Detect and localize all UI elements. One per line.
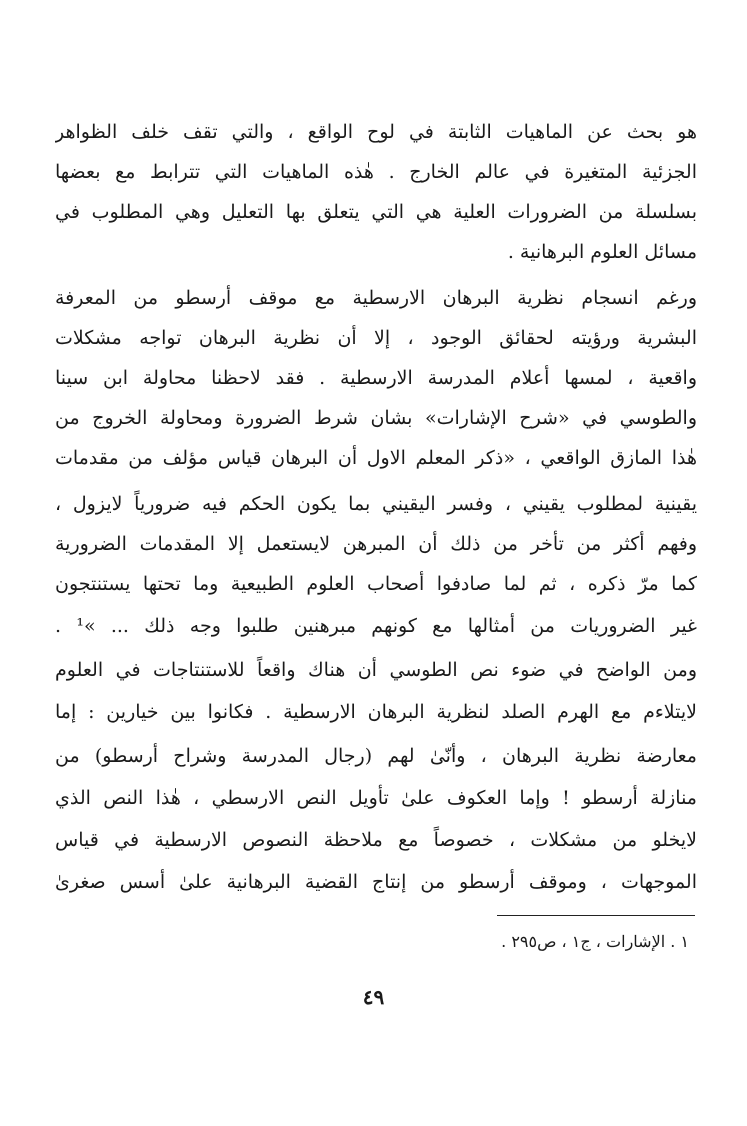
text-line: كما مرّ ذكره ، ثم لما صادفوا أصحاب العلوم الطبيعية وما تحتها يستنتجون bbox=[55, 573, 697, 595]
text-line: ومن الواضح في ضوء نص الطوسي أن هناك واقعاً للاستنتاجات في العلوم bbox=[55, 659, 697, 681]
text-line: ورغم انسجام نظرية البرهان الارسطية مع موقف أرسطو من المعرفة bbox=[55, 287, 697, 309]
text-line: بسلسلة من الضرورات العلية هي التي يتعلق بها التعليل وهي المطلوب في bbox=[55, 201, 697, 223]
text-line: هو بحث عن الماهيات الثابتة في لوح الواقع ، والتي تقف خلف الظواهر bbox=[55, 121, 697, 143]
text-line: وفهم أكثر من تأخر من ذلك أن المبرهن لايستعمل إلا المقدمات الضرورية bbox=[55, 533, 697, 555]
text-line: هٰذا المازق الواقعي ، «ذكر المعلم الاول أن البرهان قياس مؤلف من مقدمات bbox=[55, 447, 697, 469]
footnote-divider bbox=[497, 915, 695, 916]
text-line: معارضة نظرية البرهان ، وأنّىٰ لهم (رجال المدرسة وشراح أرسطو) من bbox=[55, 745, 697, 767]
text-line: واقعية ، لمسها أعلام المدرسة الارسطية . فقد لاحظنا محاولة ابن سينا bbox=[55, 367, 697, 389]
text-line: لايخلو من مشكلات ، خصوصاً مع ملاحظة النصوص الارسطية في قياس bbox=[55, 829, 697, 851]
text-line: الموجهات ، وموقف أرسطو من إنتاج القضية البرهانية علىٰ أسس صغرىٰ bbox=[55, 871, 697, 893]
text-line: البشرية ورؤيته لحقائق الوجود ، إلا أن نظرية البرهان تواجه مشكلات bbox=[55, 327, 697, 349]
footnote: ١ . الإشارات ، ج١ ، ص٢٩٥ . bbox=[501, 932, 689, 951]
text-line: الجزئية المتغيرة في عالم الخارج . هٰذه الماهيات التي تترابط مع بعضها bbox=[55, 161, 697, 183]
text-line: يقينية لمطلوب يقيني ، وفسر اليقيني بما يكون الحكم فيه ضرورياً لايزول ، bbox=[55, 493, 697, 515]
text-line: غير الضروريات من أمثالها مع كونهم مبرهنين طلبوا وجه ذلك ... »¹ . bbox=[55, 615, 697, 637]
page-number: ٤٩ bbox=[362, 985, 385, 1009]
text-line: مسائل العلوم البرهانية . bbox=[507, 241, 697, 263]
text-line: منازلة أرسطو ! وإما العكوف علىٰ تأويل النص الارسطي ، هٰذا النص الذي bbox=[55, 787, 697, 809]
text-line: والطوسي في «شرح الإشارات» بشان شرط الضرورة ومحاولة الخروج من bbox=[55, 407, 697, 429]
text-line: لايتلاءم مع الهرم الصلد لنظرية البرهان الارسطية . فكانوا بين خيارين : إما bbox=[55, 701, 697, 723]
